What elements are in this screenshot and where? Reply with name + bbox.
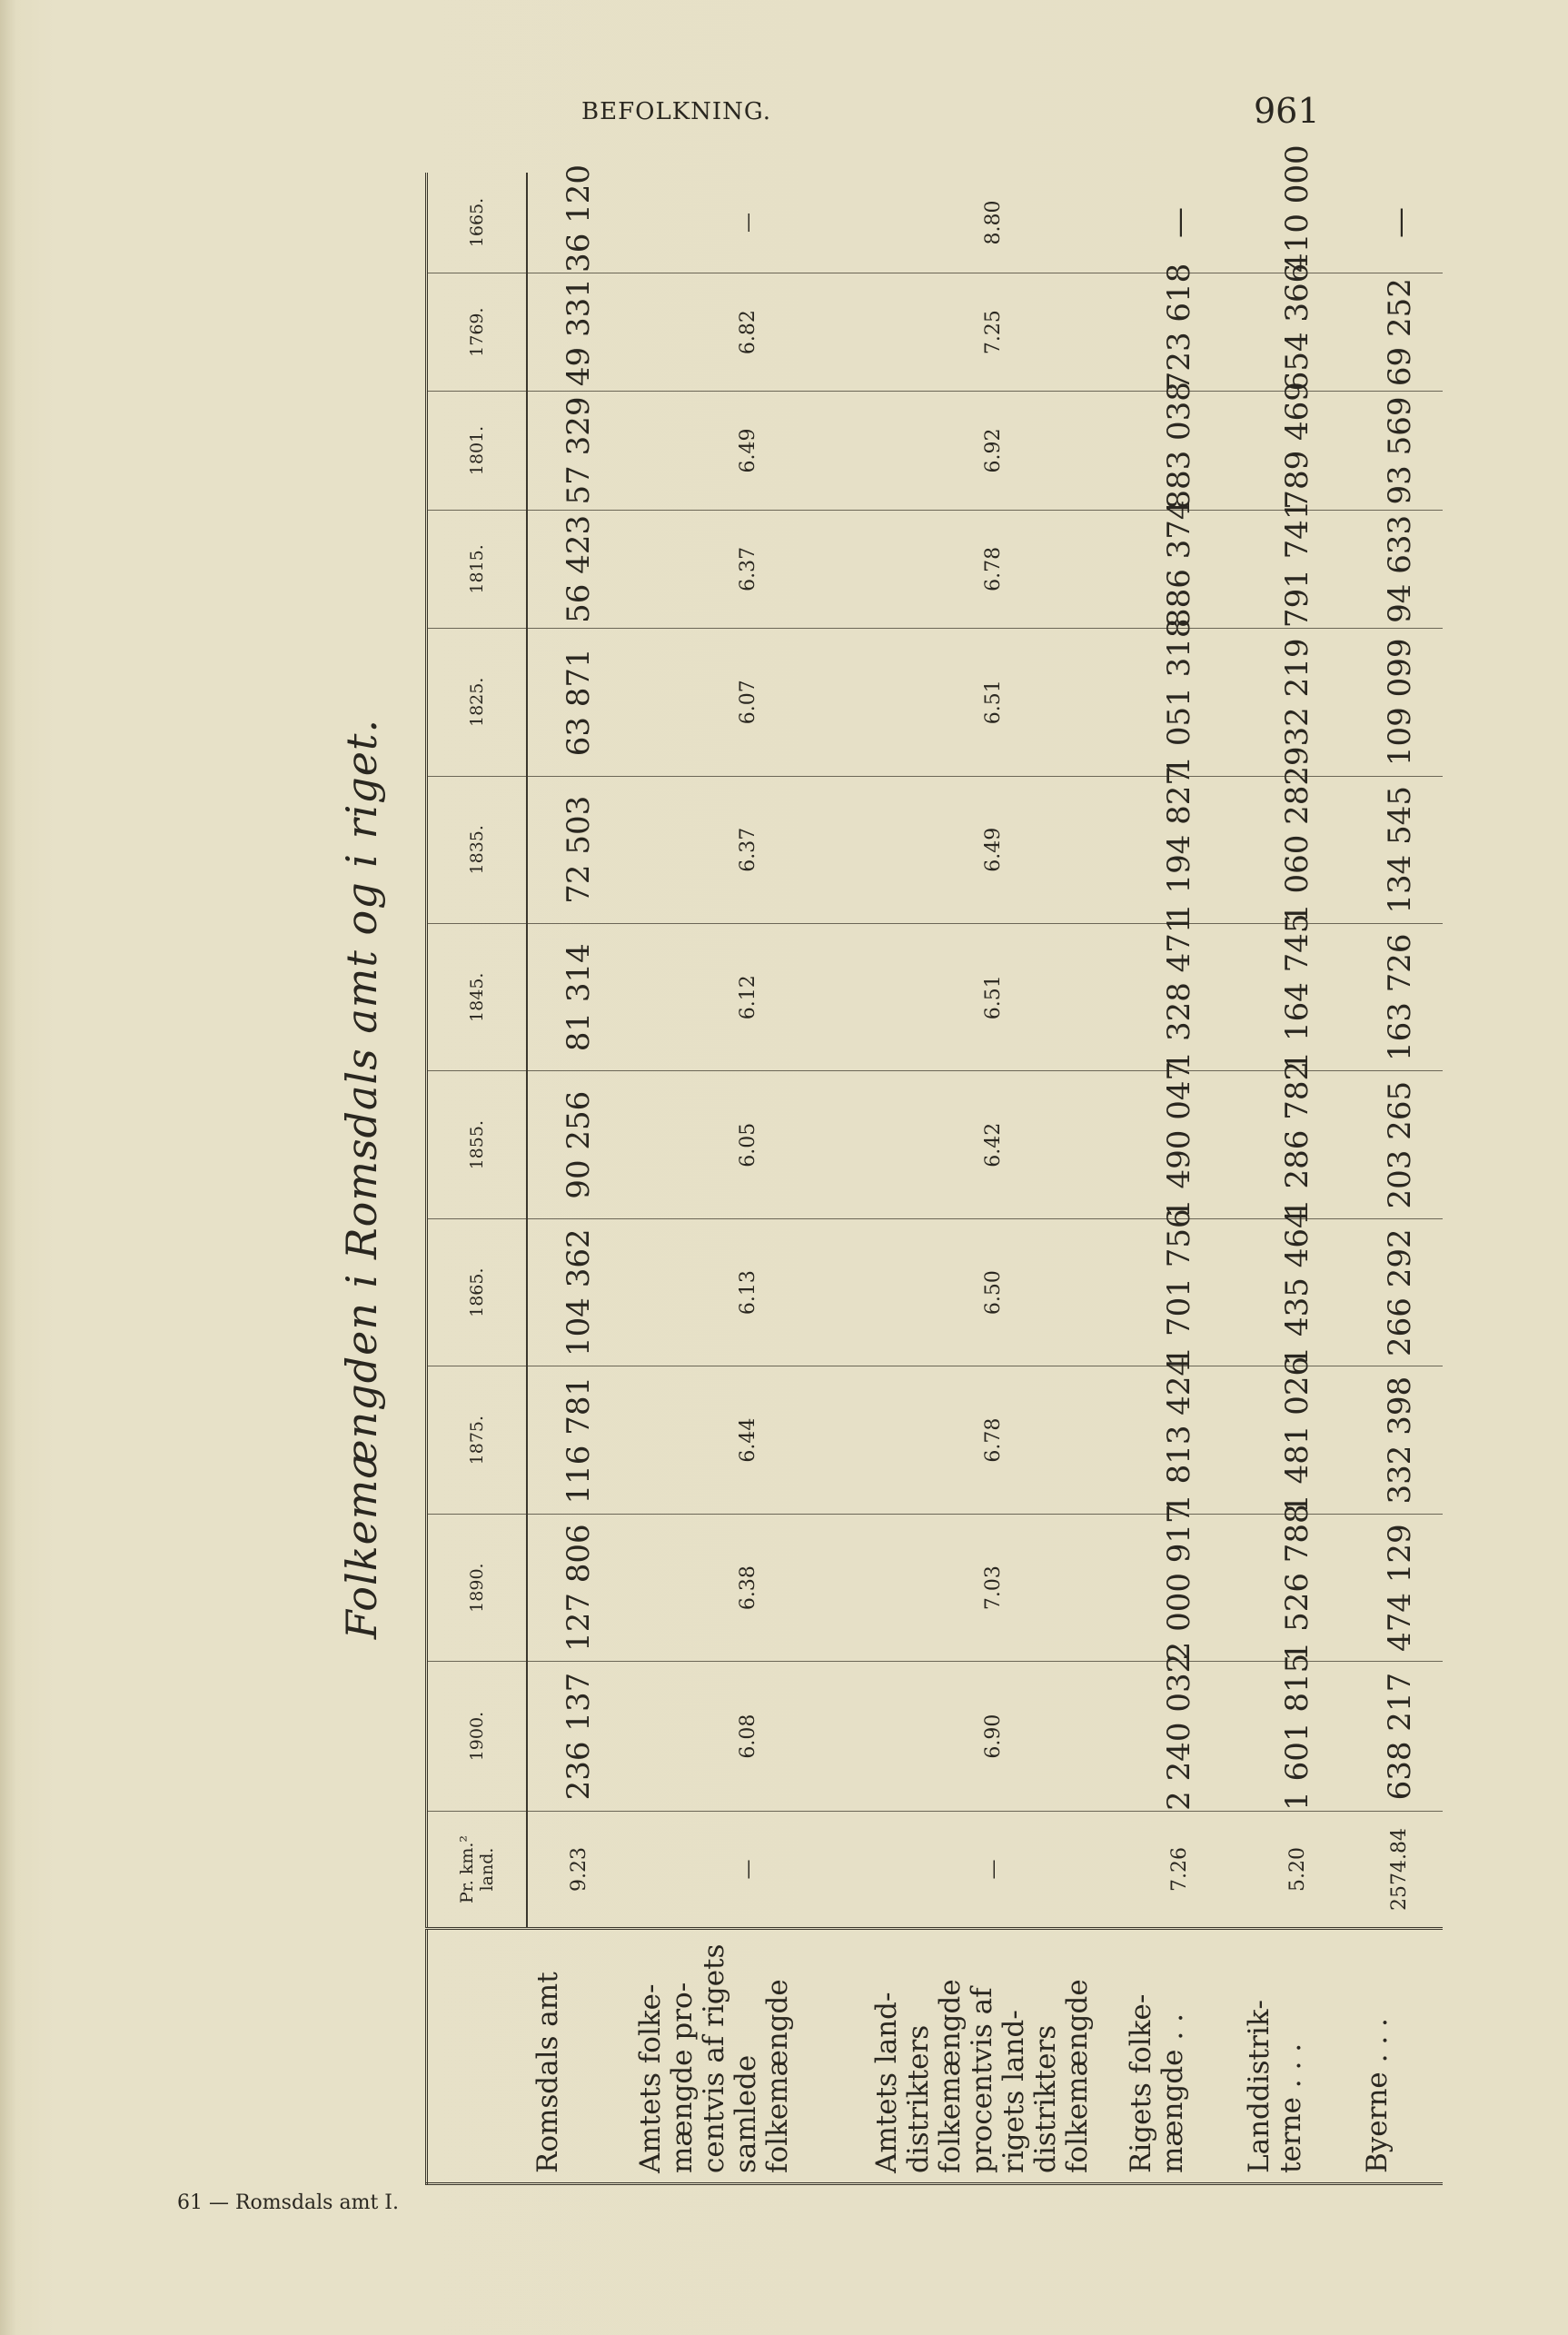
table-cell: 654 366 (1238, 273, 1356, 391)
table-cell: — (736, 1859, 759, 1880)
table-cell: 72 503 (527, 776, 630, 923)
table-cell: 6.37 (630, 776, 866, 923)
table-cell: 6.42 (866, 1071, 1120, 1218)
table-caption: Folkemængden i Romsdals amt og i riget. (337, 718, 386, 1640)
table-cell: 2574.84 (1388, 1828, 1411, 1911)
row-label: Landdistrikterne . . . (1238, 1929, 1356, 2184)
table-cell: — (1356, 173, 1443, 273)
table-cell: 203 265 (1356, 1071, 1443, 1218)
year-header: 1845. (427, 924, 528, 1071)
table-cell: 474 129 (1356, 1514, 1443, 1661)
table-cell: 94 633 (1356, 510, 1443, 628)
table-cell: 6.50 (866, 1218, 1120, 1366)
table-row (1238, 173, 1356, 2184)
table-cell: 109 099 (1356, 629, 1443, 776)
table-cell: 134 545 (1356, 776, 1443, 923)
table-row (866, 173, 1120, 2184)
table-cell: 1 286 782 (1238, 1071, 1356, 1218)
table-cell: 104 362 (527, 1218, 630, 1366)
table-cell: 6.92 (866, 392, 1120, 510)
table-cell: 90 256 (527, 1071, 630, 1218)
table-cell: 93 569 (1356, 392, 1443, 510)
year-header: 1825. (427, 629, 528, 776)
table-cell: 57 329 (527, 392, 630, 510)
table-cell: 6.37 (630, 510, 866, 628)
table-cell: 7.03 (866, 1514, 1120, 1661)
row-label: Amtets landdistrikters folkemængde procentvis af rigets landdistrikters folkemængde (866, 1929, 1120, 2184)
year-header: 1855. (427, 1071, 528, 1218)
table-cell: 638 217 (1356, 1662, 1443, 1811)
table-cell: 7.25 (866, 273, 1120, 391)
table-cell: 791 741 (1238, 510, 1356, 628)
table-cell: 1 813 424 (1120, 1366, 1238, 1514)
year-header: 1900. (427, 1662, 528, 1811)
table-cell: 163 726 (1356, 924, 1443, 1071)
stub-header (427, 1929, 528, 2184)
table-cell: 1 490 047 (1120, 1071, 1238, 1218)
table-cell: 49 331 (527, 273, 630, 391)
table-cell: 63 871 (527, 629, 630, 776)
table-cell: 236 137 (527, 1662, 630, 1811)
row-label: Romsdals amt (527, 1929, 630, 2184)
table-cell: 932 219 (1238, 629, 1356, 776)
table-cell: 6.78 (866, 510, 1120, 628)
year-header: 1665. (427, 173, 528, 273)
table-cell: 6.49 (630, 392, 866, 510)
table-cell: 1 701 756 (1120, 1218, 1238, 1366)
population-table (425, 144, 1443, 2185)
page-number: 961 (1254, 91, 1320, 131)
table-cell: 6.13 (630, 1218, 866, 1366)
table-cell: — (630, 173, 866, 273)
table-cell: 1 060 282 (1238, 776, 1356, 923)
header-row (427, 173, 528, 2184)
table-row (630, 173, 866, 2184)
table-cell: 1 328 471 (1120, 924, 1238, 1071)
table-cell: 69 252 (1356, 273, 1443, 391)
table-cell: 9.23 (567, 1847, 590, 1892)
table-cell: 789 469 (1238, 392, 1356, 510)
table-cell: 1 601 815 (1238, 1662, 1356, 1811)
row-label: Amtets folkemængde procentvis af rigets samlede folkemængde (630, 1929, 866, 2184)
table-cell: 6.05 (630, 1071, 866, 1218)
table-cell: 1 164 745 (1238, 924, 1356, 1071)
table-cell: 886 374 (1120, 510, 1238, 628)
table-cell: 883 038 (1120, 392, 1238, 510)
table-cell: 266 292 (1356, 1218, 1443, 1366)
table-cell: 2 240 032 (1120, 1662, 1238, 1811)
table-cell: 6.07 (630, 629, 866, 776)
row-label: Byerne . . . (1356, 1929, 1443, 2184)
table-cell: 6.51 (866, 629, 1120, 776)
table-cell: 6.49 (866, 776, 1120, 923)
table-row (1120, 173, 1238, 2184)
table-cell: — (1120, 173, 1238, 273)
table-cell: 81 314 (527, 924, 630, 1071)
population-table-rotated (298, 144, 1418, 2185)
year-header: 1875. (427, 1366, 528, 1514)
footer-note: 61 — Romsdals amt I. (177, 2191, 399, 2214)
table-row (527, 173, 630, 2184)
table-cell: 8.80 (866, 173, 1120, 273)
table-cell: 332 398 (1356, 1366, 1443, 1514)
area-header: Pr. km.² land. (427, 1811, 528, 1928)
table-cell: 36 120 (527, 173, 630, 273)
table-cell: 1 194 827 (1120, 776, 1238, 923)
table-cell: 127 806 (527, 1514, 630, 1661)
table-cell: 723 618 (1120, 273, 1238, 391)
year-header: 1769. (427, 273, 528, 391)
year-header: 1801. (427, 392, 528, 510)
running-head: BEFOLKNING. (581, 98, 772, 125)
table-cell: 1 481 026 (1238, 1366, 1356, 1514)
table-cell: 6.51 (866, 924, 1120, 1071)
table-cell: 6.44 (630, 1366, 866, 1514)
table-cell: 1 435 464 (1238, 1218, 1356, 1366)
table-cell: 6.90 (866, 1662, 1120, 1811)
table-cell: — (981, 1859, 1005, 1880)
year-header: 1890. (427, 1514, 528, 1661)
table-cell: 6.12 (630, 924, 866, 1071)
table-row (1356, 173, 1443, 2184)
table-cell: 6.78 (866, 1366, 1120, 1514)
table-cell: 1 526 788 (1238, 1514, 1356, 1661)
table-cell: 56 423 (527, 510, 630, 628)
table-cell: 1 051 318 (1120, 629, 1238, 776)
table-cell: 6.38 (630, 1514, 866, 1661)
year-header: 1865. (427, 1218, 528, 1366)
table-cell: 5.20 (1285, 1847, 1309, 1892)
table-cell: 410 000 (1238, 173, 1356, 273)
table-cell: 6.82 (630, 273, 866, 391)
year-header: 1815. (427, 510, 528, 628)
table-cell: 7.26 (1167, 1847, 1191, 1892)
year-header: 1835. (427, 776, 528, 923)
table-cell: 2 000 917 (1120, 1514, 1238, 1661)
row-label: Rigets folkemængde . . (1120, 1929, 1238, 2184)
table-cell: 116 781 (527, 1366, 630, 1514)
table-cell: 6.08 (630, 1662, 866, 1811)
